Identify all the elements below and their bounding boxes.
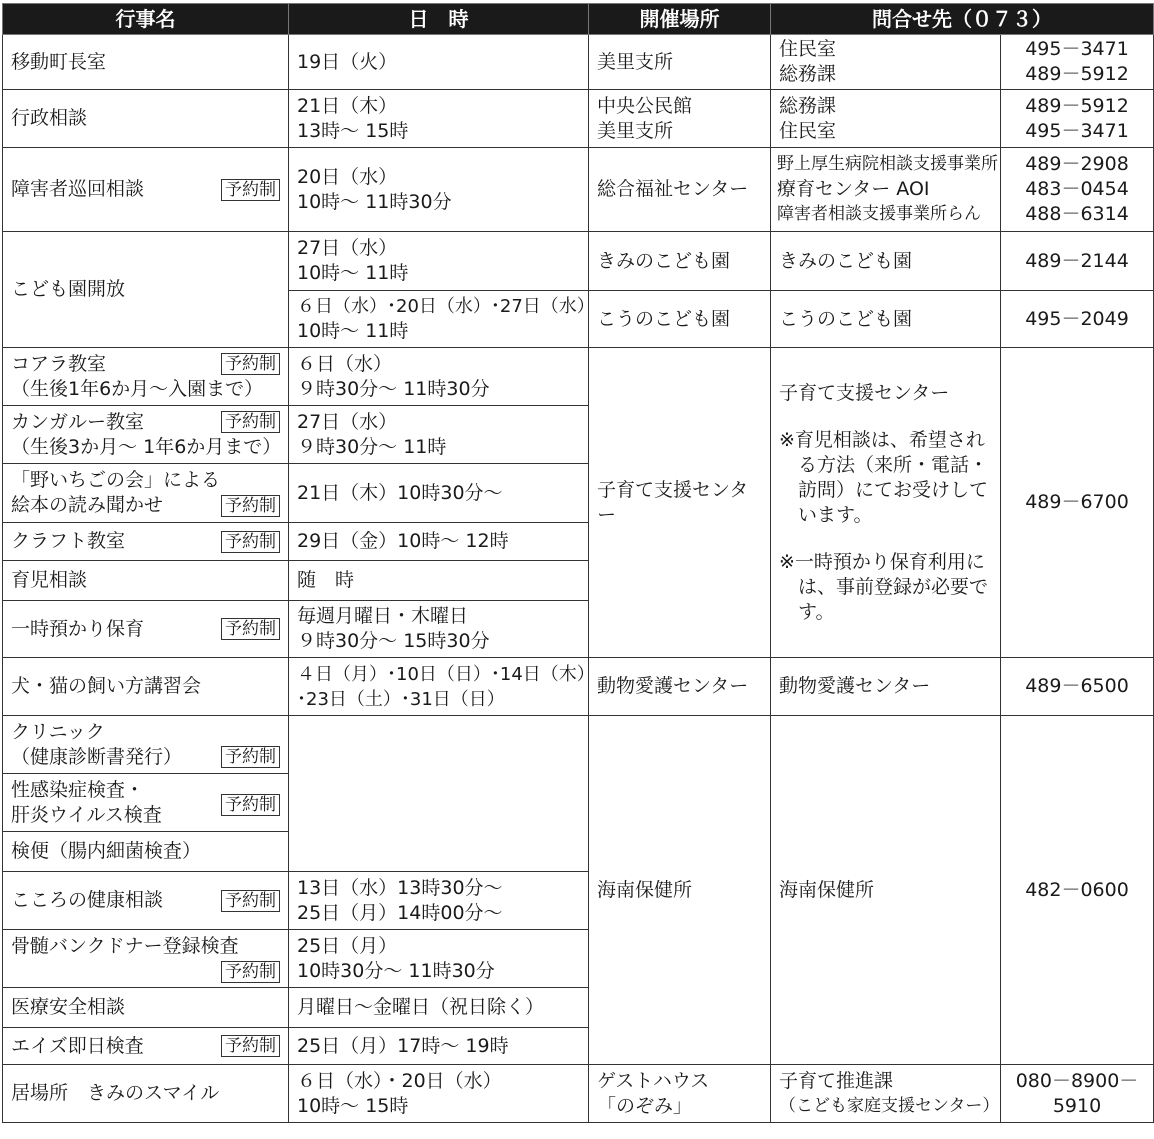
reservation-badge: 予約制 [221,961,280,983]
event-date: 月曜日～金曜日（祝日除く） [289,988,589,1028]
contact-name: 住民室 総務課 [771,35,1001,90]
event-date: ６日（水）・20日（水） 10時～ 15時 [289,1065,589,1123]
event-name: 一時預かり保育 予約制 [3,601,289,658]
event-name: コアラ教室 予約制 （生後1年6か月～入園まで） [3,348,289,406]
event-venue: きみのこども園 [589,232,771,291]
event-name: 医療安全相談 [3,988,289,1028]
event-date: 29日（金）10時～ 12時 [289,523,589,561]
event-name: 障害者巡回相談 予約制 [3,148,289,232]
reservation-badge: 予約制 [221,531,280,553]
event-name: 育児相談 [3,561,289,601]
header-datetime: 日 時 [289,4,589,35]
events-table [2,3,1154,1123]
event-date: 13日（水）13時30分～ 25日（月）14時00分～ [289,872,589,930]
event-name: こども園開放 [3,232,289,348]
contact-phone: 489－6500 [1001,658,1154,716]
table-row [3,1065,1154,1123]
reservation-badge: 予約制 [221,179,280,201]
reservation-badge: 予約制 [221,890,280,912]
event-name: 「野いちごの会」による 絵本の読み聞かせ 予約制 [3,464,289,523]
event-date: 27日（水） ９時30分～ 11時 [289,406,589,464]
event-venue: こうのこども園 [589,291,771,348]
event-date: 毎週月曜日・木曜日 ９時30分～ 15時30分 [289,601,589,658]
event-venue: 美里支所 [589,35,771,90]
contact-phone: 489－6700 [1001,348,1154,658]
header-row [3,4,1154,35]
contact-name: 総務課 住民室 [771,90,1001,148]
contact-phone: 495－2049 [1001,291,1154,348]
event-date: 21日（木）10時30分～ [289,464,589,523]
event-date: 随 時 [289,561,589,601]
event-venue: ゲストハウス 「のぞみ」 [589,1065,771,1123]
contact-phone: 080－8900－ 5910 [1001,1065,1154,1123]
table-row [3,348,1154,406]
header-contact: 問合せ先（０７３） [771,4,1154,35]
contact-phone: 489－2144 [1001,232,1154,291]
event-name: 犬・猫の飼い方講習会 [3,658,289,716]
event-date: ６日（水） ９時30分～ 11時30分 [289,348,589,406]
table-row [3,232,1154,291]
event-name: クラフト教室 予約制 [3,523,289,561]
contact-phone: 489－5912 495－3471 [1001,90,1154,148]
contact-phone: 495－3471 489－5912 [1001,35,1154,90]
event-name: 移動町長室 [3,35,289,90]
contact-name: 野上厚生病院相談支援事業所 療育センター AOI 障害者相談支援事業所らん [771,148,1001,232]
contact-name: 子育て推進課 （こども家庭支援センター） [771,1065,1001,1123]
reservation-badge: 予約制 [221,746,280,768]
event-name: 骨髄バンクドナー登録検査 予約制 [3,930,289,988]
event-venue: 子育て支援センター [589,348,771,658]
contact-name: 子育て支援センター ※育児相談は、希望される方法（来所・電話・訪問）にてお受けしています。 ※一時預かり保育利用には、事前登録が必要です。 [771,348,1001,658]
event-name: 検便（腸内細菌検査） [3,832,289,872]
reservation-badge: 予約制 [221,1035,280,1057]
event-date: 25日（月） 10時30分～ 11時30分 [289,930,589,988]
event-date: 25日（月）17時～ 19時 [289,1028,589,1065]
event-venue: 動物愛護センター [589,658,771,716]
header-venue: 開催場所 [589,4,771,35]
reservation-badge: 予約制 [221,794,280,816]
event-venue: 海南保健所 [589,716,771,1065]
event-venue: 中央公民館 美里支所 [589,90,771,148]
event-name: 行政相談 [3,90,289,148]
contact-phone: 489－2908 483－0454 488－6314 [1001,148,1154,232]
reservation-badge: 予約制 [221,618,280,640]
event-name: カンガルー教室 予約制 （生後3か月～ 1年6か月まで） [3,406,289,464]
event-date: 20日（水） 10時～ 11時30分 [289,148,589,232]
event-date: ６日（水）･20日（水）･27日（水） 10時～ 11時 [289,291,589,348]
reservation-badge: 予約制 [221,495,280,517]
event-date: 19日（火） [289,35,589,90]
contact-name: こうのこども園 [771,291,1001,348]
table-row [3,148,1154,232]
contact-name: きみのこども園 [771,232,1001,291]
reservation-badge: 予約制 [221,411,280,433]
event-date: ４日（月）･10日（日）･14日（木） ･23日（土）･31日（日） [289,658,589,716]
table-row [3,35,1154,90]
event-name: 性感染症検査・ 肝炎ウイルス検査 予約制 [3,774,289,832]
event-name: エイズ即日検査 予約制 [3,1028,289,1065]
table-row [3,90,1154,148]
event-date [289,716,589,872]
contact-name: 動物愛護センター [771,658,1001,716]
contact-name: 海南保健所 [771,716,1001,1065]
header-event: 行事名 [3,4,289,35]
table-row [3,658,1154,716]
reservation-badge: 予約制 [221,353,280,375]
table-row [3,716,1154,774]
contact-phone: 482－0600 [1001,716,1154,1065]
event-name: こころの健康相談 予約制 [3,872,289,930]
event-date: 27日（水） 10時～ 11時 [289,232,589,291]
event-venue: 総合福祉センター [589,148,771,232]
event-name: 居場所 きみのスマイル [3,1065,289,1123]
event-name: クリニック （健康診断書発行） 予約制 [3,716,289,774]
event-date: 21日（木） 13時～ 15時 [289,90,589,148]
